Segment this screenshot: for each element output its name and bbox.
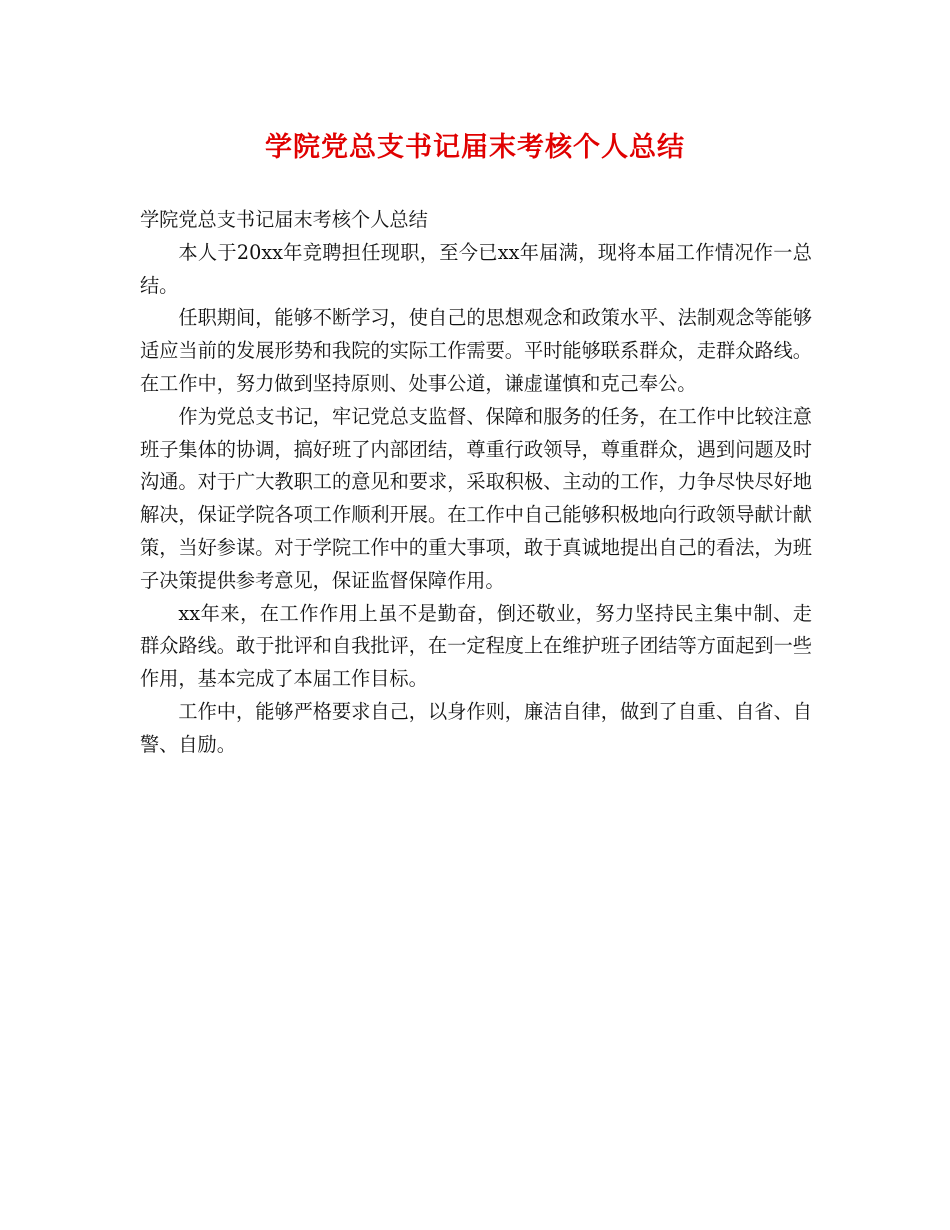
document-subtitle: 学院党总支书记届末考核个人总结 <box>140 208 428 231</box>
document-title: 学院党总支书记届末考核个人总结 <box>265 132 685 163</box>
paragraph-3: 作为党总支书记，牢记党总支监督、保障和服务的任务，在工作中比较注意班子集体的协调，搞好班了内部团结，尊重行政领导，尊重群众，遇到问题及时沟通。对于广大教职工的意见和要求，采取积极、主动的工作，力争尽快尽好地解决，保证学院各项工作顺利开展。在工作中自己能够积极地向行政领导献计献策，当好参谋。对于学院工作中的重大事项，敢于真诚地提出自己的看法，为班子决策提供参考意见，保证监督保障作用。 <box>140 404 812 592</box>
paragraph-1: 本人于20xx年竞聘担任现职，至今已xx年届满，现将本届工作情况作一总结。 <box>140 240 812 297</box>
paragraph-4: xx年来，在工作作用上虽不是勤奋，倒还敬业，努力坚持民主集中制、走群众路线。敢于批评和自我批评，在一定程度上在维护班子团结等方面起到一些作用，基本完成了本届工作目标。 <box>140 601 812 691</box>
document-body <box>140 204 812 762</box>
paragraph-2: 任职期间，能够不断学习，使自己的思想观念和政策水平、法制观念等能够适应当前的发展形势和我院的实际工作需要。平时能够联系群众，走群众路线。在工作中，努力做到坚持原则、处事公道，谦虚谨慎和克己奉公。 <box>140 306 812 395</box>
paragraph-5: 工作中，能够严格要求自己，以身作则，廉洁自律，做到了自重、自省、自警、自励。 <box>140 699 812 756</box>
